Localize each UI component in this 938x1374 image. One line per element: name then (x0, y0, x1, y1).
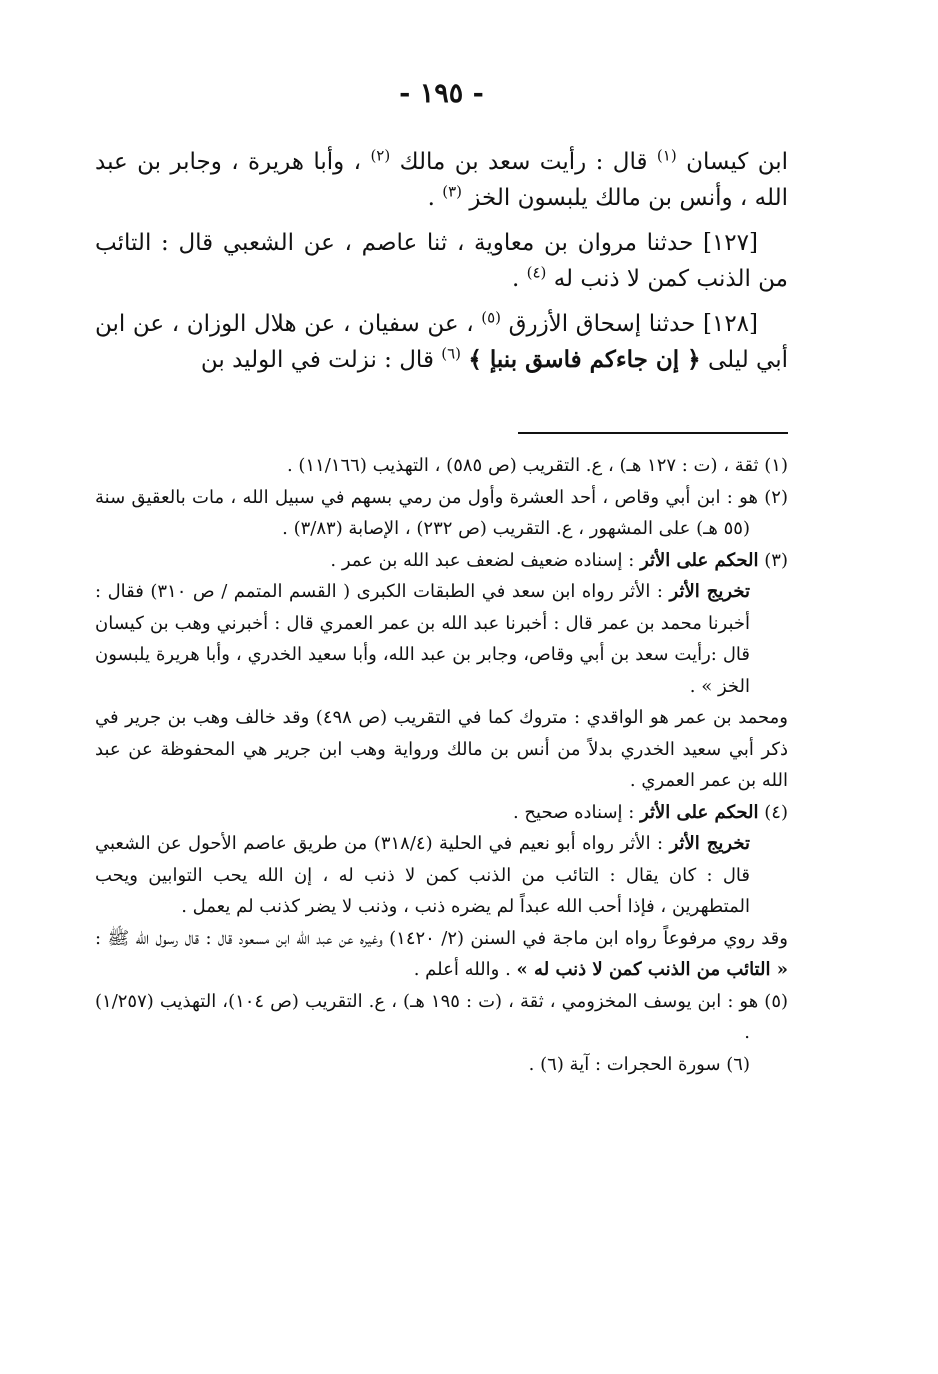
footnote-4-takhrij (95, 828, 788, 923)
paragraph-continuation (95, 144, 788, 216)
footnote-ref: (١) (656, 146, 677, 165)
text-segment: : الأثر رواه ابن سعد في الطبقات الكبرى ( القسم المتمم / ص ٣١٠) فقال : أخبرنا محمد بن عمر قال : أخبرنا عبد الله بن عمر العمري قال : أخبرني وهب بن كيسان قال :رأيت سعد بن أبي وقاص، وجابر بن عبد الله، وأبا سعيد الخدري ، وأبا هريرة يلبسون الخز » . (95, 581, 750, 697)
footnote-number: (٣) (764, 549, 788, 571)
text-segment: . والله أعلم . (413, 959, 511, 980)
footnotes (95, 450, 788, 1080)
text-segment: : إسناده ضعيف لضعف عبد الله بن عمر . (330, 549, 635, 571)
quran-verse: ﴿ إن جاءكم فاسق بنبإ ﴾ (468, 346, 701, 373)
footnote-number: (٤) (764, 801, 788, 823)
footnote-label: تخريج الأثر (669, 833, 750, 854)
footnote-3 (95, 545, 788, 577)
footnote-5: (٥) هو : ابن يوسف المخزومي ، ثقة ، (ت : ١٩٥ هـ) ، ع. التقريب (ص ١٠٤)، التهذيب (١/٢٥٧) . (95, 990, 789, 1043)
footnote-4 (95, 797, 788, 829)
text-segment: . (427, 185, 435, 211)
footnote-ref: (٤) (526, 263, 547, 282)
footnote-divider (518, 432, 788, 434)
footnote-label: الحكم على الأثر (640, 801, 759, 823)
footnote-label: تخريج الأثر (669, 581, 750, 602)
book-page (95, 0, 788, 1374)
text-segment: قال : رأيت سعد بن مالك (399, 149, 648, 175)
text-segment: ابن كيسان (686, 149, 789, 175)
text-segment: [١٢٨] حدثنا إسحاق الأزرق (508, 311, 759, 337)
page-number: - ١٩٥ - (399, 78, 484, 109)
footnote-4-note (95, 923, 788, 986)
text-segment: ، وأبا هريرة ، وجابر بن عبد الله ، وأنس بن مالك يلبسون الخز (95, 149, 788, 211)
footnote-ref: (٣) (442, 182, 463, 201)
text-segment: وقد روي مرفوعاً رواه ابن ماجة في السنن (٢/ ١٤٢٠) وغيره عن عبد الله ابن مسعود قال : قال رسول الله ﷺ : (95, 927, 788, 949)
footnote-3-note: ومحمد بن عمر هو الواقدي : متروك كما في التقريب (ص ٤٩٨) وقد خالف وهب بن جرير في ذكر أبي سعيد الخدري بدلاً من أنس بن مالك ورواية وهب ابن جرير هي المحفوظة عن عبد الله بن عمر العمري . (95, 707, 789, 791)
hadith-quote: « التائب من الذنب كمن لا ذنب له » (516, 959, 788, 980)
footnote-ref: (٥) (481, 308, 502, 327)
text-segment: : إسناده صحيح . (512, 801, 635, 823)
footnote-1: (١) ثقة ، (ت : ١٢٧ هـ) ، ع. التقريب (ص ٥٨٥) ، التهذيب (١١/١٦٦) . (286, 455, 788, 476)
text-segment: ، عن سفيان ، عن هلال الوزان ، عن ابن أبي ليلى (95, 311, 788, 373)
main-text (95, 144, 788, 387)
footnote-2: (٢) هو : ابن أبي وقاص ، أحد العشرة وأول من رمي بسهم في سبيل الله ، مات بالعقيق سنة (٥٥ هـ) على المشهور ، ع. التقريب (ص ٢٣٢) ، الإصابة (٣/٨٣) . (95, 486, 788, 539)
text-segment: . (512, 266, 520, 292)
paragraph-127 (95, 225, 788, 297)
footnote-3-takhrij (95, 576, 788, 702)
footnote-ref: (٢) (370, 146, 391, 165)
text-segment: قال : نزلت في الوليد بن (200, 347, 434, 373)
paragraph-128 (95, 306, 788, 378)
footnote-6: (٦) سورة الحجرات : آية (٦) . (528, 1053, 750, 1075)
text-segment: : الأثر رواه أبو نعيم في الحلية (٣١٨/٤) من طريق عاصم الأحول عن الشعبي قال : كان يقال : التائب من الذنب كمن لا ذنب له ، إن الله يحب التوابين ويحب المتطهرين ، فإذا أحب الله عبداً لم يضره ذنب ، وذنب لا يضر كذنب لم يعمل . (95, 833, 750, 917)
footnote-label: الحكم على الأثر (640, 549, 759, 571)
text-segment: [١٢٧] حدثنا مروان بن معاوية ، ثنا عاصم ، عن الشعبي قال : التائب من الذنب كمن لا ذنب له (95, 230, 788, 292)
footnote-ref: (٦) (441, 344, 462, 363)
